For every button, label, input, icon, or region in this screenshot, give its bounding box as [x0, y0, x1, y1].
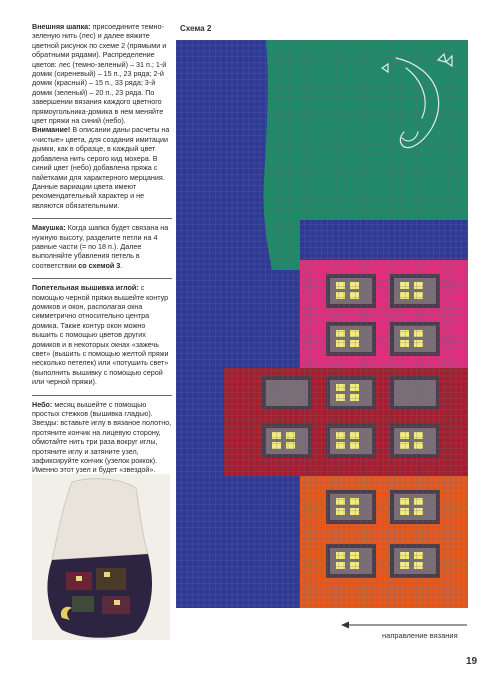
window-light — [414, 292, 423, 299]
window-light — [400, 340, 409, 347]
window-pane — [394, 278, 436, 304]
window-light — [336, 292, 345, 299]
embroidery-lead: Попетельная вышивка иглой: — [32, 283, 139, 293]
window-light — [272, 432, 281, 439]
window-light — [400, 292, 409, 299]
attention-body: В описании даны расчеты на «чистые» цвета, для создания имитации дымки, как в образце, в каждый цвет добавлена нить серого кид мохера. В синий цвет (небо) добавлена пряжа с пайетками для характерного мерцания. Данные вариации цвета имеют рекомендательный характер и не являются обязательными. — [32, 125, 170, 210]
section-divider — [32, 395, 172, 396]
knitting-direction-caption: направление вязания — [382, 631, 458, 640]
window-pane — [330, 548, 372, 574]
house-orange — [300, 476, 468, 608]
crown-lead: Макушка: — [32, 223, 66, 233]
window-light — [336, 282, 345, 289]
knitted-hat-illustration — [32, 474, 170, 640]
window-light — [414, 432, 423, 439]
window-light — [414, 340, 423, 347]
window-light — [350, 562, 359, 569]
attention-lead: Внимание! — [32, 125, 71, 135]
window-light — [414, 508, 423, 515]
section-divider — [32, 278, 172, 279]
section-divider — [32, 218, 172, 219]
window-light — [336, 384, 345, 391]
window-light — [414, 282, 423, 289]
window-light — [350, 508, 359, 515]
sky-body: месяц вышейте с помощью простых стежков (вышивка гладью). Звезды: вставьте иглу в вязаное полотно, протяните кончик на лицевую сторону, обмотайте нить три раза вокруг иглы, протяните иглу и затяните узел, зафиксируйте кончик (узелок роккок). Именно этот узел и будет «звездой». — [32, 399, 172, 475]
outer-hat-body: присоедините темно-зеленую нить (лес) и далее вяжите цветной рисунок по схеме 2 (прямыми и обратными рядами). Распределение цветов: лес (темно-зеленый) – 31 п.; 1-й домик (сиреневый) – 15 п., 23 ряда; 2-й домик (красный) – 15 п., 33 ряда; 3-й домик (зеленый) – 20 п., 23 ряда. По завершении вязания каждого цветного прямоугольника-домика в нем меняйте цвет пряжи на синий (небо). — [32, 22, 167, 126]
scheme-title: Схема 2 — [180, 24, 212, 33]
window-pane — [330, 380, 372, 406]
hat-photo — [32, 474, 170, 640]
sky-lead: Небо: — [32, 399, 53, 409]
window-light — [336, 394, 345, 401]
crown-scheme-ref: со схемой 3 — [78, 260, 121, 270]
crown-body: Когда шапка будет связана на нужную высоту, разделите петли на 4 равные части (= по 18 п.). Далее выполняйте убавления петель в соответствии — [32, 223, 169, 270]
window-light — [336, 562, 345, 569]
window-light — [400, 562, 409, 569]
window-light — [336, 432, 345, 439]
page-number: 19 — [466, 656, 478, 667]
embroidery-body: с помощью черной пряжи вышейте контур домиков и окон, располагая окна симметрично относительно центра домика. Также контур окон можно вышить с помощью цветов других домиков и в некоторых окнах «зажечь свет» (вышить с помощью желтой пряжи несколько петелек) или «потушить свет» (выполнить вышивку с помощью серой или черной пряжи). — [32, 283, 169, 387]
window-light — [350, 432, 359, 439]
window-light — [400, 508, 409, 515]
window-pane — [266, 380, 308, 406]
window-light — [350, 340, 359, 347]
window-light — [336, 340, 345, 347]
embroidery-paragraph — [32, 283, 172, 386]
knitting-chart — [176, 40, 468, 608]
window-light — [350, 552, 359, 559]
instructions-column — [32, 22, 172, 502]
outer-hat-paragraph — [32, 22, 172, 210]
window-pane — [330, 278, 372, 304]
window-light — [350, 384, 359, 391]
knitting-direction-arrow — [341, 621, 467, 629]
window-light — [350, 282, 359, 289]
window-light — [350, 394, 359, 401]
house-pink — [300, 260, 468, 368]
crown-tail: . — [120, 260, 123, 270]
window-light — [336, 508, 345, 515]
window-pane — [394, 548, 436, 574]
window-light — [414, 562, 423, 569]
window-light — [400, 552, 409, 559]
window-light — [400, 282, 409, 289]
outer-hat-lead: Внешняя шапка: — [32, 22, 91, 31]
window-light — [400, 432, 409, 439]
crown-paragraph — [32, 223, 172, 270]
window-pane — [394, 380, 436, 406]
window-light — [350, 292, 359, 299]
window-light — [414, 552, 423, 559]
window-light — [336, 552, 345, 559]
